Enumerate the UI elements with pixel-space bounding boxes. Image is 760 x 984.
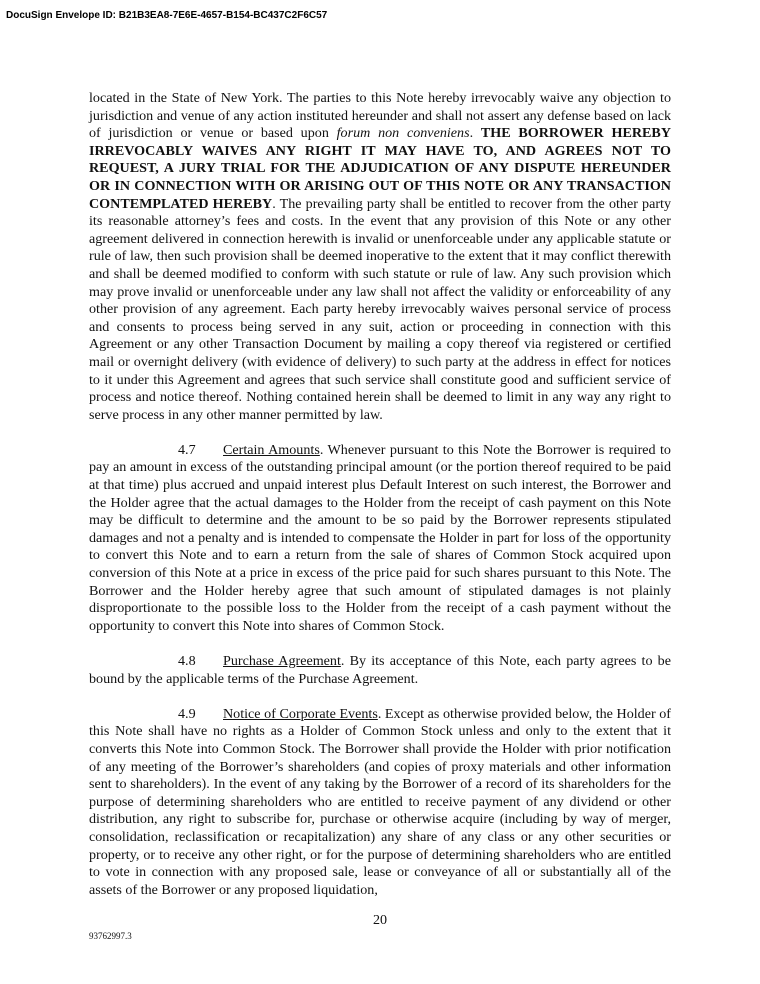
section-heading: Certain Amounts (223, 441, 320, 458)
section-4-7 (89, 442, 671, 636)
section-number: 4.9 (178, 705, 196, 722)
section-body: . Whenever pursuant to this Note the Borrower is required to pay an amount in excess of the outstanding principal amount (or the portion thereof required to be paid at that time) plus accrued and unpaid interest plus Default Interest on such interest, the Borrower and the Holder agree that the actual damages to the Holder from the receipt of cash payment on this Note may be difficult to determine and the amount to be so paid by the Borrower represents stipulated damages and not a penalty and is intended to compensate the Holder in part for loss of the opportunity to convert this Note and to earn a return from the sale of shares of Common Stock acquired upon conversion of this Note at a price in excess of the price paid for such shares pursuant to this Note. The Borrower and the Holder hereby agree that such amount of stipulated damages is not plainly disproportionate to the possible loss to the Holder from the receipt of a cash payment without the opportunity to convert this Note into shares of Common Stock. (89, 441, 671, 634)
section-body: . By its acceptance of this Note, each party agrees to be bound by the applicable terms of the Purchase Agreement. (89, 653, 671, 687)
document-body (89, 90, 671, 917)
section-body: . Except as otherwise provided below, the Holder of this Note shall have no rights as a Holder of Common Stock unless and only to the extent that it converts this Note into Common Stock. The Borrower shall provide the Holder with prior notification of any meeting of the Borrower’s shareholders (and copies of proxy materials and other information sent to shareholders). In the event of any taking by the Borrower of a record of its shareholders for the purpose of determining shareholders who are entitled to receive payment of any dividend or other distribution, any right to subscribe for, purchase or otherwise acquire (including by way of merger, consolidation, reclassification or recapitalization) any share of any class or any other securities or property, or to receive any other right, or for the purpose of determining shareholders who are entitled to vote in connection with any proposed sale, lease or conveyance of all or substantially all of the assets of the Borrower or any proposed liquidation, (89, 705, 671, 898)
document-id: 93762997.3 (89, 931, 132, 941)
section-4-9 (89, 706, 671, 900)
section-heading: Purchase Agreement (223, 653, 341, 669)
paragraph-text: . (469, 125, 481, 142)
section-number: 4.8 (178, 653, 196, 669)
section-heading: Notice of Corporate Events (223, 705, 378, 722)
section-4-8 (89, 653, 671, 688)
section-number: 4.7 (178, 441, 196, 458)
page-number: 20 (372, 912, 388, 928)
paragraph-text: . The prevailing party shall be entitled to recover from the other party its reasonable attorney’s fees and costs. In the event that any provision of this Note or any other agreement delivered in connection herewith is invalid or unenforceable under any applicable statute or rule of law, then such provision shall be deemed inoperative to the extent that it may conflict therewith and shall be deemed modified to conform with such statute or rule of law. Any such provision which may prove invalid or unenforceable under any law shall not affect the validity or enforceability of any other provision of any agreement. Each party hereby irrevocably waives personal service of process and consents to process being served in any suit, action or proceeding in connection with this Agreement or any other Transaction Document by mailing a copy thereof via registered or certified mail or overnight delivery (with evidence of delivery) to such party at the address in effect for notices to it under this Agreement and agrees that such service shall constitute good and sufficient service of process and notice thereof. Nothing contained herein shall be deemed to limit in any way any right to serve process in any other manner permitted by law. (89, 195, 671, 423)
jurisdiction-paragraph (89, 90, 671, 424)
italic-term: forum non conveniens (336, 125, 470, 142)
jury-waiver-text: THE BORROWER HEREBY IRREVOCABLY WAIVES ANY RIGHT IT MAY HAVE TO, AND AGREES NOT TO REQUEST, A JURY TRIAL FOR THE ADJUDICATION OF ANY DISPUTE HEREUNDER OR IN CONNECTION WITH OR ARISING OUT OF THIS NOTE OR ANY TRANSACTION CONTEMPLATED HEREBY (89, 125, 672, 212)
paragraph-text: located in the State of New York. The parties to this Note hereby irrevocably waive any objection to jurisdiction and venue of any action instituted hereunder and shall not assert any defense based on lack of jurisdiction or venue or based upon (89, 90, 671, 142)
docusign-envelope-id: DocuSign Envelope ID: B21B3EA8-7E6E-4657-B154-BC437C2F6C57 (6, 10, 328, 21)
